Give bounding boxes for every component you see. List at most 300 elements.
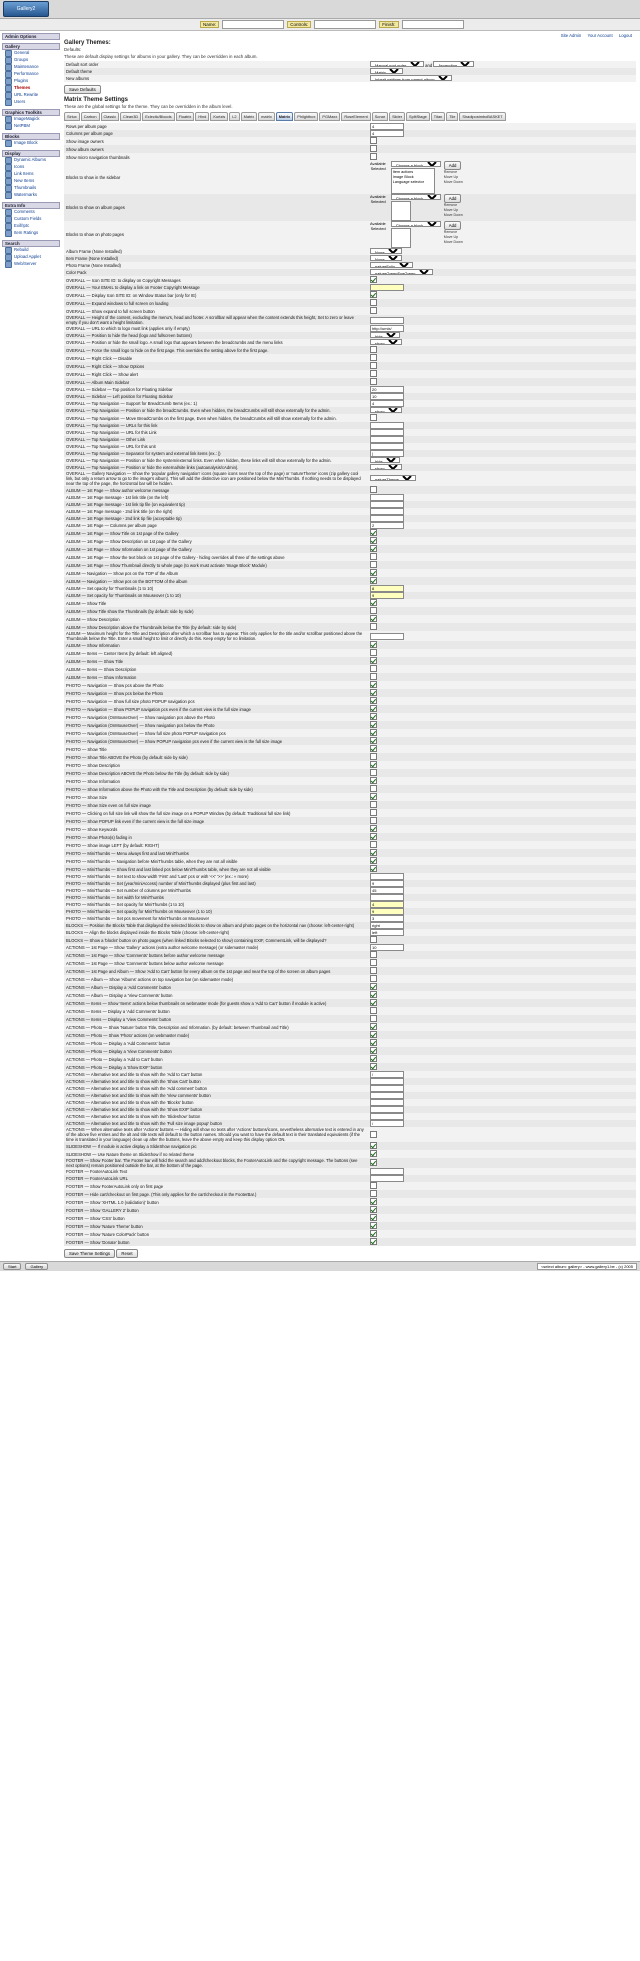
table-row	[64, 777, 636, 785]
new-albums-select[interactable]	[370, 75, 452, 81]
setting-select[interactable]	[370, 269, 433, 275]
setting-checkbox[interactable]	[370, 307, 377, 314]
setting-checkbox[interactable]	[370, 1047, 377, 1054]
setting-checkbox[interactable]	[370, 729, 377, 736]
setting-checkbox[interactable]	[370, 1222, 377, 1229]
remove-block-label[interactable]: Remove	[443, 170, 458, 174]
sidebar-item-groups[interactable]	[2, 57, 60, 64]
sidebar-item-plugins[interactable]	[2, 78, 60, 85]
setting-checkbox[interactable]	[370, 615, 377, 622]
setting-checkbox[interactable]	[370, 623, 377, 630]
row-label: PHOTO — Show Title	[66, 746, 107, 752]
row-label: FOOTER — FooterAutoLink URL	[66, 1176, 128, 1181]
setting-input[interactable]	[370, 901, 404, 908]
table-row	[64, 443, 636, 450]
setting-checkbox[interactable]	[370, 681, 377, 688]
setting-checkbox[interactable]	[370, 414, 377, 421]
theme-tab-19[interactable]: Tile	[446, 112, 458, 121]
setting-checkbox[interactable]	[370, 809, 377, 816]
setting-checkbox[interactable]	[370, 841, 377, 848]
setting-checkbox[interactable]	[370, 545, 377, 552]
sidebar-item-label: Item Ratings	[14, 230, 39, 236]
setting-checkbox[interactable]	[370, 657, 377, 664]
row-label: OVERALL — Position or hide the small logo. A small logo that appears between the breadcrumbs and the menu links	[66, 340, 283, 345]
setting-checkbox[interactable]	[370, 553, 377, 560]
setting-input[interactable]	[370, 1120, 404, 1127]
setting-checkbox[interactable]	[370, 486, 377, 493]
setting-checkbox[interactable]	[370, 777, 377, 784]
row-label: PHOTO — Show Description	[66, 762, 120, 768]
table-row	[64, 1031, 636, 1039]
setting-select[interactable]	[370, 262, 413, 268]
sidebar-item-url-rewrite[interactable]	[2, 92, 60, 99]
setting-input[interactable]	[370, 393, 404, 400]
setting-checkbox[interactable]	[370, 951, 377, 958]
setting-checkbox[interactable]	[370, 577, 377, 584]
setting-input[interactable]	[370, 123, 404, 130]
setting-select[interactable]	[370, 255, 402, 261]
setting-checkbox[interactable]	[370, 1206, 377, 1213]
sidebar-item-new-items[interactable]	[2, 178, 60, 185]
setting-select[interactable]	[370, 339, 402, 345]
sort-and-label: and	[425, 63, 433, 68]
sidebar-item-users[interactable]	[2, 99, 60, 106]
row-label: ALBUM — Items — Show Information	[66, 674, 137, 680]
row-label: Show album owners	[66, 146, 104, 152]
theme-tab-8[interactable]: L2	[229, 112, 239, 121]
album-icon	[5, 157, 12, 164]
table-row	[64, 592, 636, 599]
setting-checkbox[interactable]	[370, 959, 377, 966]
setting-checkbox[interactable]	[370, 1142, 377, 1149]
top-links	[64, 33, 636, 38]
sidebar-item-upload-applet[interactable]	[2, 254, 60, 261]
gauge-icon	[5, 71, 12, 78]
setting-checkbox[interactable]	[370, 999, 377, 1006]
theme-tab-13[interactable]: PGMaxx	[319, 112, 340, 121]
table-row	[64, 901, 636, 908]
move-up-label[interactable]: Move Up	[443, 235, 459, 239]
theme-tab-10[interactable]: matrix	[258, 112, 275, 121]
setting-checkbox[interactable]	[370, 1230, 377, 1237]
theme-tab-6[interactable]: Hind	[195, 112, 209, 121]
table-row	[64, 291, 636, 299]
theme-tab-20[interactable]: ShadipostmboBASKET	[459, 112, 505, 121]
setting-input[interactable]	[370, 1092, 404, 1099]
row-label: FOOTER — Show 'CSS' button	[66, 1215, 125, 1221]
setting-checkbox[interactable]	[370, 137, 377, 144]
table-row	[64, 299, 636, 307]
available-blocks-select[interactable]	[391, 221, 441, 227]
setting-checkbox[interactable]	[370, 1150, 377, 1157]
table-row	[64, 325, 636, 332]
sidebar-item-netpbm[interactable]	[2, 123, 60, 130]
row-label: ALBUM — Items — Center Items (by default: left aligned)	[66, 650, 173, 656]
row-label: ACTIONS — Photo — Show 'Nature' button Title, Description and Information. (by default: between Thumbnail and Title)	[66, 1024, 289, 1030]
setting-input[interactable]	[370, 592, 404, 599]
selected-blocks-list[interactable]	[391, 201, 411, 221]
setting-input[interactable]	[370, 922, 404, 929]
sidebar-section-search	[2, 240, 60, 268]
sidebar-item-themes[interactable]	[2, 85, 60, 92]
setting-input[interactable]	[370, 284, 404, 291]
row-label: ALBUM — 1st Page — Show the text block on 1st page of the Gallery - hiding overrides all three of the settings above	[66, 554, 285, 560]
setting-input[interactable]	[370, 317, 404, 324]
sidebar-title-graphics-toolkits: Graphics Toolkits	[2, 109, 60, 116]
setting-checkbox[interactable]	[370, 1039, 377, 1046]
setting-checkbox[interactable]	[370, 991, 377, 998]
row-label: ALBUM — Items — Show Title	[66, 658, 124, 664]
row-label: ACTIONS — Items — Show 'Items' actions below thumbnails on webmaster mode (for guests show a 'Add to Cart' button if module is active)	[66, 1000, 327, 1006]
sidebar-item-icons[interactable]	[2, 164, 60, 171]
setting-checkbox[interactable]	[370, 537, 377, 544]
row-label: OVERALL — Force the small logo to hide on the first page. This overrides the setting above for the first page.	[66, 347, 269, 353]
setting-checkbox[interactable]	[370, 346, 377, 353]
setting-input[interactable]	[370, 386, 404, 393]
theme-tab-4[interactable]: Eclectic/Bloods	[142, 112, 174, 121]
sidebar-item-general[interactable]	[2, 50, 60, 57]
setting-checkbox[interactable]	[370, 825, 377, 832]
default-sort-direction-select[interactable]	[433, 61, 474, 67]
add-block-button[interactable]: Add	[444, 194, 462, 203]
sidebar-item-rebuild[interactable]	[2, 247, 60, 254]
setting-select[interactable]	[370, 248, 402, 254]
setting-select[interactable]	[370, 407, 402, 413]
setting-checkbox[interactable]	[370, 745, 377, 752]
sidebar-item-label: ImageMagick	[14, 116, 40, 122]
sidebar-item-item-ratings[interactable]	[2, 230, 60, 237]
address-field-finish[interactable]	[402, 20, 464, 29]
setting-input[interactable]	[370, 422, 404, 429]
setting-checkbox[interactable]	[370, 849, 377, 856]
move-down-label[interactable]: Move Down	[443, 180, 463, 184]
setting-checkbox[interactable]	[370, 817, 377, 824]
setting-checkbox[interactable]	[370, 793, 377, 800]
setting-checkbox[interactable]	[370, 641, 377, 648]
setting-checkbox[interactable]	[370, 975, 377, 982]
setting-input[interactable]	[370, 873, 404, 880]
theme-tab-2[interactable]: Classic	[101, 112, 120, 121]
setting-checkbox[interactable]	[370, 705, 377, 712]
setting-select[interactable]	[370, 464, 402, 470]
setting-checkbox[interactable]	[370, 370, 377, 377]
link-icon	[5, 92, 12, 99]
row-label: OVERALL — Sidebar — Left position for Floating Sidebar	[66, 394, 173, 399]
setting-checkbox[interactable]	[370, 697, 377, 704]
setting-checkbox[interactable]	[370, 857, 377, 864]
sidebar-item-imagemagick[interactable]	[2, 116, 60, 123]
theme-tab-18[interactable]: Titan	[431, 112, 446, 121]
sidebar-item-watermarks[interactable]	[2, 192, 60, 199]
setting-checkbox[interactable]	[370, 967, 377, 974]
setting-input[interactable]	[370, 908, 404, 915]
table-row	[64, 849, 636, 857]
selected-label: Selected	[370, 199, 386, 204]
setting-checkbox[interactable]	[370, 865, 377, 872]
link-logout[interactable]: Logout	[618, 33, 632, 38]
move-up-label[interactable]: Move Up	[443, 208, 459, 212]
sidebar-section-display	[2, 150, 60, 199]
taskbar-item-gallery[interactable]: Gallery	[25, 1263, 48, 1270]
row-label: FOOTER — Show Footer bar. The Footer bar will hold the search and add/checkout blocks, the FooterAutoLink and the copyright message. The buttons (see next options) remain positioned outside the bar, at the bottom of the page.	[66, 1158, 358, 1168]
table-row	[64, 681, 636, 689]
selected-blocks-list[interactable]	[391, 228, 411, 248]
setting-input[interactable]	[370, 515, 404, 522]
row-label: OVERALL — Top Navigation — Move BreadCrumbs on the first page, Even when hidden, the breadCrumbs will still show externally for the admin.	[66, 415, 337, 421]
save-defaults-button[interactable]: Save Defaults	[64, 85, 101, 94]
table-row	[64, 393, 636, 400]
sidebar-item-custom-fields[interactable]	[2, 216, 60, 223]
setting-checkbox[interactable]	[370, 291, 377, 298]
row-label: PHOTO — Show Information	[66, 778, 120, 784]
row-label: ALBUM — 1st Page — Show Information on 1st page of the Gallery	[66, 546, 192, 552]
setting-checkbox[interactable]	[370, 753, 377, 760]
available-blocks-select[interactable]	[391, 161, 441, 167]
setting-checkbox[interactable]	[370, 529, 377, 536]
album-blocks-picker	[370, 194, 634, 221]
setting-checkbox[interactable]	[370, 378, 377, 385]
sidebar-item-label: Plugins	[14, 78, 29, 84]
setting-checkbox[interactable]	[370, 569, 377, 576]
setting-input[interactable]	[370, 1071, 404, 1078]
add-block-button[interactable]: Add	[444, 161, 462, 170]
setting-checkbox[interactable]	[370, 713, 377, 720]
reset-button[interactable]: Reset	[116, 1249, 137, 1258]
available-blocks-select[interactable]	[391, 194, 441, 200]
setting-input[interactable]	[370, 443, 404, 450]
theme-tab-16[interactable]: Slider	[389, 112, 405, 121]
table-row	[64, 537, 636, 545]
row-label: ALBUM — 1st Page message - 1st link tip file (on equivalent tip)	[66, 502, 185, 507]
setting-checkbox[interactable]	[370, 761, 377, 768]
add-block-button[interactable]: Add	[444, 221, 462, 230]
theme-tab-7[interactable]: Kurtzis	[210, 112, 228, 121]
setting-input[interactable]	[370, 1099, 404, 1106]
theme-tab-1[interactable]: Carbon	[81, 112, 100, 121]
save-theme-settings-button[interactable]: Save Theme Settings	[64, 1249, 115, 1258]
table-row	[64, 623, 636, 631]
setting-checkbox[interactable]	[370, 1023, 377, 1030]
setting-input[interactable]	[370, 1085, 404, 1092]
setting-checkbox[interactable]	[370, 833, 377, 840]
table-row	[64, 922, 636, 929]
table-row	[64, 631, 636, 641]
sidebar-item-comments[interactable]	[2, 209, 60, 216]
table-row	[64, 761, 636, 769]
available-label: Available	[370, 194, 386, 199]
row-label: FOOTER — Hide cart/checkout on first page. (This only applies for the cart/checkout in the FooterBar.)	[66, 1191, 257, 1197]
sidebar-item-label: Thumbnails	[14, 185, 37, 191]
sidebar-item-web-server[interactable]	[2, 261, 60, 268]
wrench-icon	[5, 64, 12, 71]
setting-checkbox[interactable]	[370, 737, 377, 744]
theme-tab-14[interactable]: RoseElement	[341, 112, 370, 121]
setting-input[interactable]	[370, 1168, 404, 1175]
setting-checkbox[interactable]	[370, 354, 377, 361]
start-button[interactable]: Start	[3, 1263, 21, 1270]
row-label: ALBUM — 1st Page message - 1st link title (on the left)	[66, 495, 169, 500]
setting-select[interactable]	[370, 475, 416, 481]
setting-input[interactable]	[370, 400, 404, 407]
setting-input[interactable]	[370, 1106, 404, 1113]
setting-input[interactable]	[370, 944, 404, 951]
row-label: ACTIONS — Items — Display a 'Add Comments' button	[66, 1008, 170, 1014]
row-label: ACTIONS — Alternative text and title to show with the 'Blocks' button	[66, 1100, 194, 1105]
theme-tab-11[interactable]: Matrix	[276, 112, 293, 121]
table-row	[64, 522, 636, 529]
setting-select[interactable]	[370, 457, 400, 463]
setting-checkbox[interactable]	[370, 1007, 377, 1014]
move-up-label[interactable]: Move Up	[443, 175, 459, 179]
sidebar-item-link-items[interactable]	[2, 171, 60, 178]
address-field-controls[interactable]	[314, 20, 376, 29]
theme-tab-17[interactable]: SplitStage	[406, 112, 430, 121]
theme-settings-table	[64, 276, 636, 1246]
setting-checkbox[interactable]	[370, 983, 377, 990]
theme-tab-3[interactable]: Clean3D	[120, 112, 141, 121]
move-down-label[interactable]: Move Down	[443, 240, 463, 244]
setting-input[interactable]	[370, 130, 404, 137]
setting-input[interactable]	[370, 450, 404, 457]
default-theme-select[interactable]	[370, 68, 403, 74]
setting-checkbox[interactable]	[370, 721, 377, 728]
setting-input[interactable]	[370, 894, 404, 901]
sidebar-item-dynamic-albums[interactable]	[2, 157, 60, 164]
setting-checkbox[interactable]	[370, 561, 377, 568]
default-sort-order-select[interactable]	[370, 61, 424, 67]
sidebar-item-image-block[interactable]	[2, 140, 60, 147]
sidebar-item-label: Image Block	[14, 140, 38, 146]
theme-tab-12[interactable]: Philghtbox	[294, 112, 318, 121]
setting-checkbox[interactable]	[370, 1238, 377, 1245]
theme-tab-9[interactable]: Matrix	[241, 112, 258, 121]
setting-input[interactable]	[370, 501, 404, 508]
setting-input[interactable]	[370, 915, 404, 922]
sidebar-item-performance[interactable]	[2, 71, 60, 78]
table-row	[64, 400, 636, 407]
list-item[interactable]: Item actions	[392, 170, 414, 174]
setting-checkbox[interactable]	[370, 1131, 377, 1138]
setting-checkbox[interactable]	[370, 673, 377, 680]
row-label: OVERALL — Top Navigation — Other Link	[66, 437, 146, 442]
theme-tab-5[interactable]: Floatrix	[176, 112, 195, 121]
setting-input[interactable]	[370, 508, 404, 515]
theme-tabs	[64, 112, 636, 121]
table-row	[64, 785, 636, 793]
theme-tab-15[interactable]: Sonar	[372, 112, 388, 121]
sidebar-item-thumbnails[interactable]	[2, 185, 60, 192]
setting-checkbox[interactable]	[370, 801, 377, 808]
setting-input[interactable]	[370, 1175, 404, 1182]
setting-checkbox[interactable]	[370, 276, 377, 283]
setting-input[interactable]	[370, 1078, 404, 1085]
table-row	[64, 494, 636, 501]
row-label: OVERALL — Your EMAIL to display a link on Footer Copyright Message	[66, 285, 200, 290]
list-item[interactable]: Image Block	[392, 175, 414, 179]
sidebar-section-gallery	[2, 43, 60, 106]
list-item[interactable]: Language selector	[392, 180, 424, 184]
setting-checkbox[interactable]	[370, 1198, 377, 1205]
setting-checkbox[interactable]	[370, 1055, 377, 1062]
remove-block-label[interactable]: Remove	[443, 203, 458, 207]
setting-input[interactable]	[370, 494, 404, 501]
setting-checkbox[interactable]	[370, 1015, 377, 1022]
setting-checkbox[interactable]	[370, 1190, 377, 1197]
setting-checkbox[interactable]	[370, 936, 377, 943]
setting-input[interactable]	[370, 325, 404, 332]
setting-input[interactable]	[370, 429, 404, 436]
main-content	[62, 31, 640, 1261]
table-row	[64, 1106, 636, 1113]
setting-input[interactable]	[370, 522, 404, 529]
setting-input[interactable]	[370, 929, 404, 936]
setting-checkbox[interactable]	[370, 689, 377, 696]
setting-checkbox[interactable]	[370, 1182, 377, 1189]
row-label: Photo Frame (None Installed)	[66, 263, 121, 268]
move-down-label[interactable]: Move Down	[443, 213, 463, 217]
table-row	[64, 1182, 636, 1190]
setting-input[interactable]	[370, 887, 404, 894]
setting-select[interactable]	[370, 332, 400, 338]
setting-input[interactable]	[370, 880, 404, 887]
table-row	[64, 276, 636, 284]
setting-input[interactable]	[370, 633, 404, 640]
setting-checkbox[interactable]	[370, 665, 377, 672]
setting-checkbox[interactable]	[370, 299, 377, 306]
setting-checkbox[interactable]	[370, 153, 377, 160]
table-row	[64, 721, 636, 729]
setting-checkbox[interactable]	[370, 1031, 377, 1038]
setting-checkbox[interactable]	[370, 769, 377, 776]
setting-input[interactable]	[370, 1113, 404, 1120]
table-row	[64, 269, 636, 276]
row-label: ACTIONS — 1st Page and Album — Show 'Add to Cart' button for every album on the 1st page and near the top of the screen on album pages	[66, 968, 331, 974]
setting-input[interactable]	[370, 436, 404, 443]
row-label: ALBUM — 1st Page — Show Description on 1st page of the Gallery	[66, 538, 192, 544]
setting-checkbox[interactable]	[370, 145, 377, 152]
link-your-account[interactable]: Your Account	[587, 33, 613, 38]
setting-input[interactable]	[370, 585, 404, 592]
link-site-admin[interactable]: Site Admin	[560, 33, 582, 38]
setting-checkbox[interactable]	[370, 785, 377, 792]
remove-block-label[interactable]: Remove	[443, 230, 458, 234]
row-label: BLOCKS — Position the Blocks Table that displayed the selected blocks to show on album and photo pages on the horizontal nav (choose: left-center-right)	[66, 923, 355, 928]
table-row	[64, 1085, 636, 1092]
sidebar-item-exif-iptc[interactable]	[2, 223, 60, 230]
selected-blocks-list[interactable]	[391, 168, 435, 194]
setting-checkbox[interactable]	[370, 599, 377, 606]
setting-checkbox[interactable]	[370, 1063, 377, 1070]
sidebar-item-label: Rebuild	[14, 247, 29, 253]
setting-checkbox[interactable]	[370, 649, 377, 656]
sidebar-item-maintenance[interactable]	[2, 64, 60, 71]
setting-checkbox[interactable]	[370, 1214, 377, 1221]
table-row	[64, 1039, 636, 1047]
row-label: ACTIONS — Alternative text and title to show with the 'View comments' button	[66, 1093, 211, 1098]
table-row	[64, 908, 636, 915]
table-row	[64, 929, 636, 936]
setting-checkbox[interactable]	[370, 607, 377, 614]
table-row	[64, 983, 636, 991]
theme-tab-0[interactable]: Siriux	[64, 112, 80, 121]
address-field-name[interactable]	[222, 20, 284, 29]
row-label: PHOTO — Show Description ABOVE the Photo below the Title (by default: side by side)	[66, 770, 229, 776]
setting-checkbox[interactable]	[370, 362, 377, 369]
table-row	[64, 944, 636, 951]
row-label: ACTIONS — Alternative text and title to show with the 'Slideshow' button	[66, 1114, 201, 1119]
setting-checkbox[interactable]	[370, 1159, 377, 1166]
table-row	[64, 769, 636, 777]
